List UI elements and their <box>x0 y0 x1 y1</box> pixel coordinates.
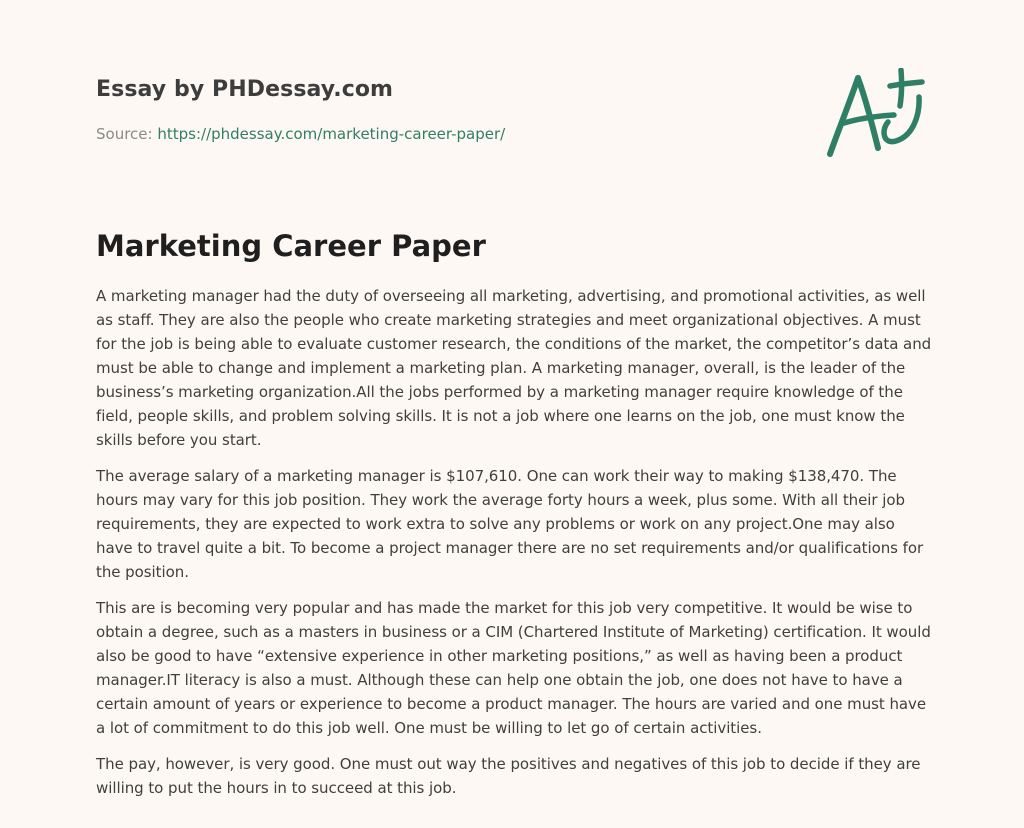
plus-horizontal-stroke <box>890 82 922 86</box>
plus-vertical-stroke <box>900 70 902 106</box>
a-plus-logo <box>822 68 926 164</box>
source-link[interactable]: https://phdessay.com/marketing-career-paper/ <box>157 125 506 143</box>
article-paragraph-1: A marketing manager had the duty of overseeing all marketing, advertising, and promotional activities, as well as staff. They are also the people who create marketing strategies and meet organizational objectives. A must for the job is being able to evaluate customer research, the conditions of the market, the competitor’s data and must be able to change and implement a marketing plan. A marketing manager, overall, is the leader of the business’s marketing organization.All the jobs performed by a marketing manager require knowledge of the field, people skills, and problem solving skills. It is not a job where one learns on the job, one must know the skills before you start. <box>96 287 932 449</box>
source-line <box>96 124 505 144</box>
article-body <box>96 284 932 812</box>
source-label: Source: <box>96 125 153 143</box>
essay-page <box>96 0 932 828</box>
site-title: Essay by PHDessay.com <box>96 77 394 102</box>
a-letter-left-stroke <box>830 78 858 154</box>
article-title: Marketing Career Paper <box>96 229 486 263</box>
article-paragraph-4: The pay, however, is very good. One must out way the positives and negatives of this job to decide if they are willing to put the hours in to succeed at this job. <box>96 755 921 797</box>
article-paragraph-3: This are is becoming very popular and has made the market for this job very competitive. It would be wise to obtain a degree, such as a masters in business or a CIM (Chartered Institute of Marketing) certification. It would also be good to have “extensive experience in other marketing positions,” as well as having been a product manager.IT literacy is also a must. Although these can help one obtain the job, one does not have to have a certain amount of years or experience to become a product manager. The hours are varied and one must have a lot of commitment to do this job well. One must be willing to let go of certain activities. <box>96 599 931 737</box>
article-paragraph-2: The average salary of a marketing manager is $107,610. One can work their way to making $138,470. The hours may vary for this job position. They work the average forty hours a week, plus some. With all their job requirements, they are expected to work extra to solve any problems or work on any project.One may also have to travel quite a bit. To become a project manager there are no set requirements and/or qualifications for the position. <box>96 467 924 581</box>
essay-header <box>96 76 932 166</box>
a-letter-right-stroke <box>858 78 878 148</box>
